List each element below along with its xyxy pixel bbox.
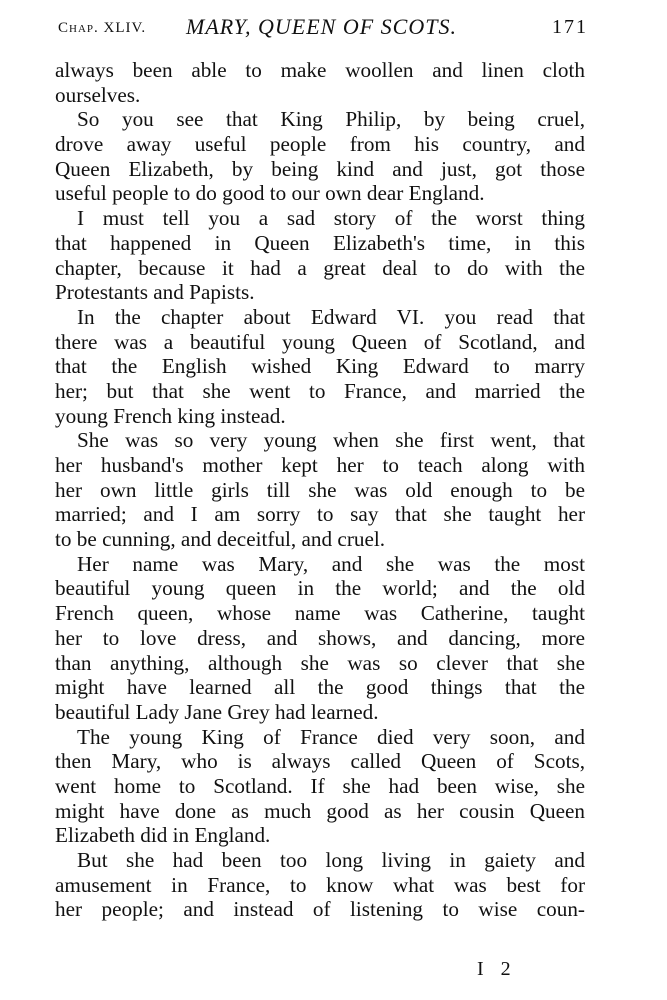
text-line: to be cunning, and deceitful, and cruel. bbox=[55, 527, 386, 552]
text-line: Protestants and Papists. bbox=[55, 280, 255, 305]
body-text bbox=[55, 58, 585, 922]
text-line: useful people to do good to our own dear England. bbox=[55, 181, 485, 206]
text-line: In the chapter about Edward VI. you read that bbox=[77, 304, 585, 329]
text-line: then Mary, who is always called Queen of Scots, bbox=[55, 749, 585, 774]
text-line: beautiful young queen in the world; and the old bbox=[55, 576, 585, 601]
text-line: than anything, although she was so clever that she bbox=[55, 650, 585, 675]
text-line: Queen Elizabeth, by being kind and just, got those bbox=[55, 156, 585, 181]
page-number: 171 bbox=[552, 16, 588, 38]
text-line: might have learned all the good things that the bbox=[55, 675, 585, 700]
text-line: that the English wished King Edward to marry bbox=[55, 354, 585, 379]
text-line: But she had been too long living in gaiety and bbox=[77, 848, 585, 872]
text-line: She was so very young when she first went, that bbox=[77, 428, 585, 453]
text-line: The young King of France died very soon, and bbox=[77, 724, 585, 749]
printer-signature-mark: I 2 bbox=[477, 958, 517, 980]
text-line: chapter, because it had a great deal to do with the bbox=[55, 255, 585, 280]
text-line: her people; and instead of listening to wise coun- bbox=[55, 897, 585, 922]
text-line: went home to Scotland. If she had been wise, she bbox=[55, 773, 585, 798]
text-line: French queen, whose name was Catherine, taught bbox=[55, 601, 585, 626]
chapter-label: Chap. XLIV. bbox=[58, 20, 147, 36]
text-line: amusement in France, to know what was best for bbox=[55, 872, 585, 897]
chapter-title: MARY, QUEEN OF SCOTS. bbox=[186, 14, 457, 39]
text-line: might have done as much good as her cousin Queen bbox=[55, 798, 585, 823]
text-line: always been able to make woollen and linen cloth bbox=[55, 58, 585, 82]
running-head bbox=[58, 14, 588, 48]
text-line: married; and I am sorry to say that she taught her bbox=[55, 502, 585, 527]
text-line: her own little girls till she was old enough to be bbox=[55, 477, 585, 502]
text-line: Elizabeth did in England. bbox=[55, 823, 271, 848]
text-line: her; but that she went to France, and married the bbox=[55, 378, 585, 403]
text-line: beautiful Lady Jane Grey had learned. bbox=[55, 699, 379, 724]
text-line: drove away useful people from his country, and bbox=[55, 132, 585, 157]
text-line: So you see that King Philip, by being cruel, bbox=[77, 107, 585, 132]
text-line: Her name was Mary, and she was the most bbox=[77, 551, 585, 576]
text-line: young French king instead. bbox=[55, 403, 286, 428]
text-line: that happened in Queen Elizabeth's time, in this bbox=[55, 230, 585, 255]
text-line: I must tell you a sad story of the worst thing bbox=[77, 206, 585, 231]
text-line: her husband's mother kept her to teach along with bbox=[55, 453, 585, 477]
text-line: there was a beautiful young Queen of Scotland, and bbox=[55, 329, 585, 354]
text-line: ourselves. bbox=[55, 82, 141, 107]
text-line: her to love dress, and shows, and dancing, more bbox=[55, 625, 585, 650]
